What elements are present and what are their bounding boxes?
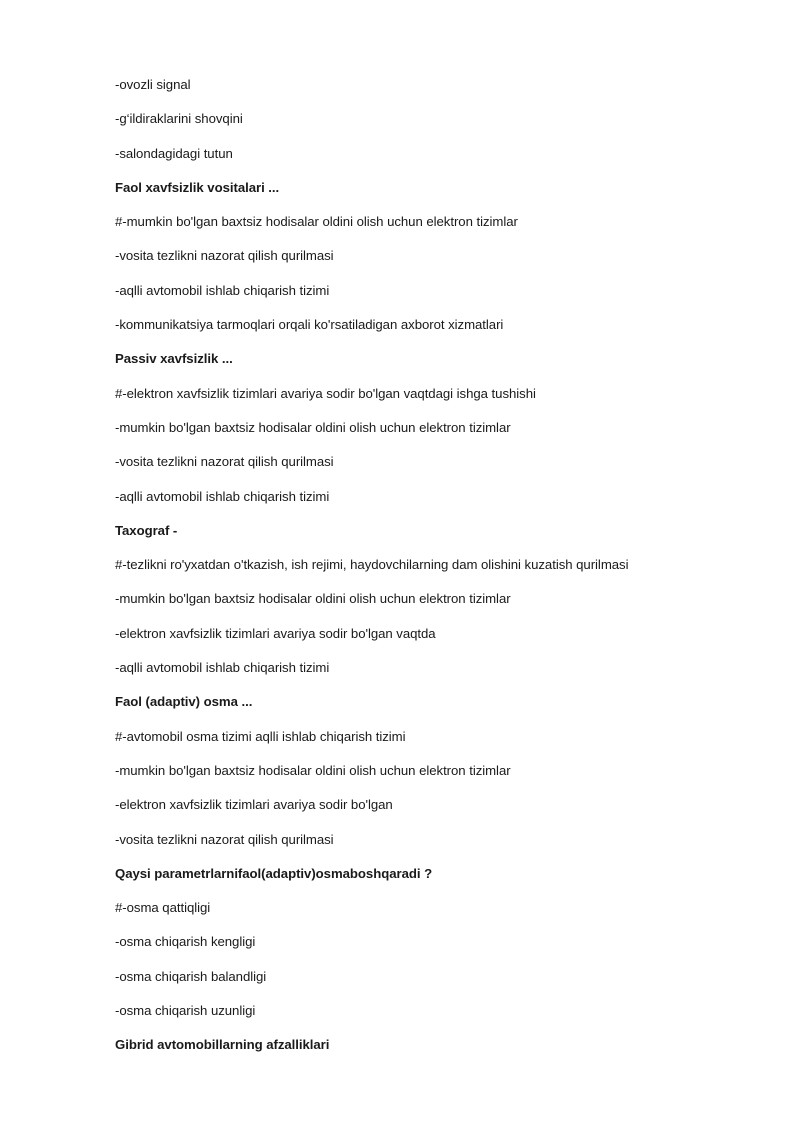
question-heading: Passiv xavfsizlik ...	[115, 351, 233, 367]
answer-option: -salondagidagi tutun	[115, 145, 233, 161]
answer-option: -mumkin bo'lgan baxtsiz hodisalar oldini olish uchun elektron tizimlar	[115, 762, 511, 778]
answer-option: #-mumkin bo'lgan baxtsiz hodisalar oldini olish uchun elektron tizimlar	[115, 214, 518, 230]
question-heading: Qaysi parametrlarnifaol(adaptiv)osmaboshqaradi ?	[115, 865, 433, 881]
answer-option: -vosita tezlikni nazorat qilish qurilmasi	[115, 454, 334, 470]
answer-option: -osma chiqarish uzunligi	[115, 1003, 256, 1019]
answer-option: -osma chiqarish kengligi	[115, 934, 256, 950]
answer-option: -osma chiqarish balandligi	[115, 968, 267, 984]
answer-option: -mumkin bo'lgan baxtsiz hodisalar oldini olish uchun elektron tizimlar	[115, 419, 511, 435]
answer-option: -vosita tezlikni nazorat qilish qurilmasi	[115, 831, 334, 847]
answer-option: -aqlli avtomobil ishlab chiqarish tizimi	[115, 282, 330, 298]
answer-option: -g‘ildiraklarini shovqini	[115, 111, 243, 127]
answer-option: #-avtomobil osma tizimi aqlli ishlab chiqarish tizimi	[115, 728, 406, 744]
answer-option: -aqlli avtomobil ishlab chiqarish tizimi	[115, 660, 330, 676]
answer-option: -elektron xavfsizlik tizimlari avariya sodir bo'lgan	[115, 797, 393, 813]
question-heading: Faol xavfsizlik vositalari ...	[115, 179, 280, 195]
answer-option: -kommunikatsiya tarmoqlari orqali ko'rsatiladigan axborot xizmatlari	[115, 317, 504, 333]
question-heading: Faol (adaptiv) osma ...	[115, 694, 253, 710]
answer-option: -ovozli signal	[115, 77, 191, 92]
answer-option: #-elektron xavfsizlik tizimlari avariya sodir bo'lgan vaqtdagi ishga tushishi	[115, 385, 536, 401]
answer-option: #-osma qattiqligi	[115, 900, 211, 916]
answer-option: -mumkin bo'lgan baxtsiz hodisalar oldini olish uchun elektron tizimlar	[115, 591, 511, 607]
document-body	[115, 75, 775, 1070]
answer-option: -aqlli avtomobil ishlab chiqarish tizimi	[115, 488, 330, 504]
answer-option: -elektron xavfsizlik tizimlari avariya sodir bo'lgan vaqtda	[115, 625, 436, 641]
question-heading: Gibrid avtomobillarning afzalliklari	[115, 1037, 330, 1053]
answer-option: #-tezlikni ro'yxatdan o'tkazish, ish rejimi, haydovchilarning dam olishini kuzatish qurilmasi	[115, 557, 629, 573]
answer-option: -vosita tezlikni nazorat qilish qurilmasi	[115, 248, 334, 264]
question-heading: Taxograf -	[115, 522, 178, 538]
